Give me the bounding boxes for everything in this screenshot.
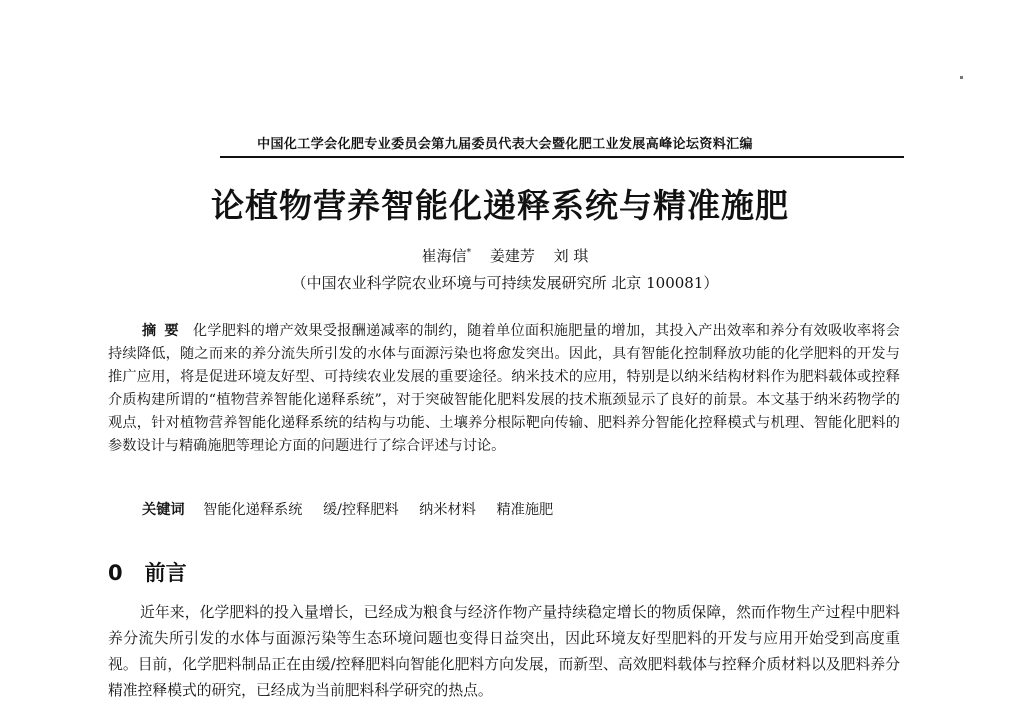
keyword: 精准施肥: [496, 502, 554, 518]
keywords-label: 关键词: [142, 502, 185, 518]
abstract: [108, 320, 900, 458]
author-name: 崔海信: [421, 247, 467, 265]
paper-title: 论植物营养智能化递释系统与精准施肥: [211, 186, 789, 225]
keyword: 智能化递释系统: [203, 502, 303, 518]
section-title: 前言: [144, 561, 187, 585]
abstract-label: 摘要: [142, 323, 187, 339]
section-number: 0: [108, 561, 123, 585]
scan-speck: [960, 76, 963, 79]
section-heading: [108, 557, 187, 587]
keyword: 缓/控释肥料: [322, 502, 399, 518]
author-name: 姜建芳: [489, 247, 535, 265]
corresponding-author-mark: *: [466, 248, 472, 258]
affiliation: （中国农业科学院农业环境与可持续发展研究所 北京 100081）: [291, 274, 719, 292]
author-2: [490, 247, 535, 265]
author-name: 刘 琪: [553, 247, 589, 265]
author-list: [0, 245, 1010, 266]
keywords: [142, 499, 569, 519]
abstract-text: 化学肥料的增产效果受报酬递减率的制约，随着单位面积施肥量的增加，其投入产出效率和养分有效吸收率将会持续降低，随之而来的养分流失所引发的水体与面源污染也将愈发突出。因此，具有智能化控制释放功能的化学肥料的开发与推广应用，将是促进环境友好型、可持续农业发展的重要途径。纳米技术的应用，特别是以纳米结构材料作为肥料载体或控释介质构建所谓的“植物营养智能化递释系统”，对于突破智能化肥料发展的技术瓶颈显示了良好的前景。本文基于纳米药物学的观点，针对植物营养智能化递释系统的结构与功能、土壤养分根际靶向传输、肥料养分智能化控释模式与机理、智能化肥料的参数设计与精确施肥等理论方面的问题进行了综合评述与讨论。: [108, 323, 900, 454]
header-rule: [220, 156, 904, 158]
keyword: 纳米材料: [419, 502, 476, 518]
author-3: [554, 247, 589, 265]
author-1: [422, 247, 472, 265]
running-header: 中国化工学会化肥专业委员会第九届委员代表大会暨化肥工业发展高峰论坛资料汇编: [257, 137, 753, 152]
body-paragraph: 近年来，化学肥料的投入量增长，已经成为粮食与经济作物产量持续稳定增长的物质保障，然而作物生产过程中肥料养分流失所引发的水体与面源污染等生态环境问题也变得日益突出，因此环境友好型肥料的开发与应用开始受到高度重视。目前，化学肥料制品正在由缓/控释肥料向智能化肥料方向发展，而新型、高效肥料载体与控释介质材料以及肥料养分精准控释模式的研究，已经成为当前肥料科学研究的热点。: [108, 604, 900, 699]
